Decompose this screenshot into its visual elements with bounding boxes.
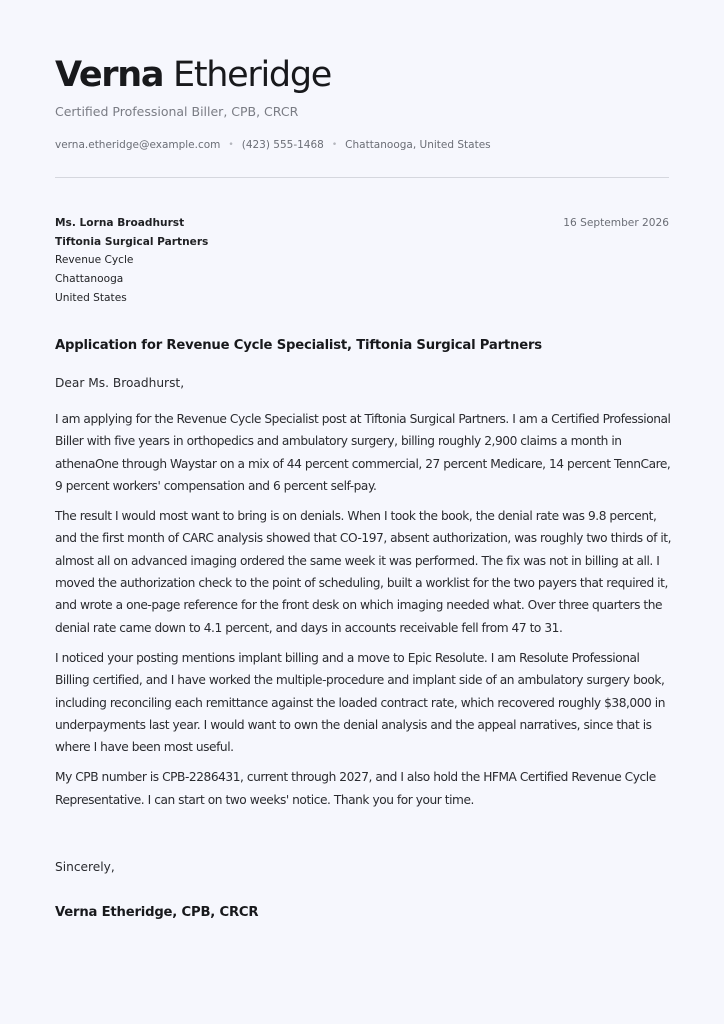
recipient-department: Revenue Cycle bbox=[55, 254, 134, 267]
letter-signature: Verna Etheridge, CPB, CRCR bbox=[55, 905, 259, 920]
letter-closing: Sincerely, bbox=[55, 860, 115, 874]
recipient-country: United States bbox=[55, 291, 127, 304]
header-divider bbox=[55, 177, 669, 178]
applicant-title: Certified Professional Biller, CPB, CRCR bbox=[55, 104, 299, 119]
letter-subject: Application for Revenue Cycle Specialist, Tiftonia Surgical Partners bbox=[55, 338, 542, 353]
contact-phone: (423) 555-1468 bbox=[241, 139, 324, 151]
applicant-last-name: Etheridge bbox=[173, 55, 331, 95]
letter-paragraph: I noticed your posting mentions implant billing and a move to Epic Resolute. I am Resolute Professional Billing certified, and I have worked the multiple-procedure and implant side of an ambulatory surgery book, including reconciling each remittance against the loaded contract rate, which recovered roughly $38,000 in underpayments last year. I would want to own the denial analysis and the appeal narratives, since that is where I have been most useful. bbox=[55, 650, 665, 755]
contact-location: Chattanooga, United States bbox=[345, 139, 491, 151]
recipient-company: Tiftonia Surgical Partners bbox=[55, 235, 209, 248]
letter-paragraph: My CPB number is CPB-2286431, current through 2027, and I also hold the HFMA Certified Revenue Cycle Representative. I can start on two weeks' notice. Thank you for your time. bbox=[55, 770, 656, 807]
contact-separator: • bbox=[331, 140, 338, 150]
recipient-address-block bbox=[55, 214, 208, 308]
contact-separator: • bbox=[228, 140, 234, 150]
recipient-city: Chattanooga bbox=[55, 273, 124, 286]
letter-date: 16 September 2026 bbox=[563, 217, 669, 229]
contact-line bbox=[55, 139, 491, 151]
letter-paragraph: I am applying for the Revenue Cycle Specialist post at Tiftonia Surgical Partners. I am a Certified Professional Biller with five years in orthopedics and ambulatory surgery, billing roughly 2,900 claims a month in athenaOne through Waystar on a mix of 44 percent commercial, 27 percent Medicare, 14 percent TennCare, 9 percent workers' compensation and 6 percent self-pay. bbox=[55, 412, 671, 493]
contact-email: verna.etheridge@example.com bbox=[55, 139, 221, 151]
letter-paragraph: The result I would most want to bring is on denials. When I took the book, the denial rate was 9.8 percent, and the first month of CARC analysis showed that CO-197, absent authorization, was roughly two thirds of it, almost all on advanced imaging ordered the same week it was performed. The fix was not in billing at all. I moved the authorization check to the point of scheduling, built a worklist for the two payers that required it, and wrote a one-page reference for the front desk on which imaging needed what. Over three quarters the denial rate came down to 4.1 percent, and days in accounts receivable fell from 47 to 31. bbox=[55, 509, 672, 635]
letter-salutation: Dear Ms. Broadhurst, bbox=[55, 376, 185, 390]
recipient-name: Ms. Lorna Broadhurst bbox=[55, 217, 185, 229]
applicant-first-name: Verna bbox=[55, 55, 164, 95]
applicant-name bbox=[55, 52, 331, 98]
letter-body bbox=[55, 408, 673, 819]
